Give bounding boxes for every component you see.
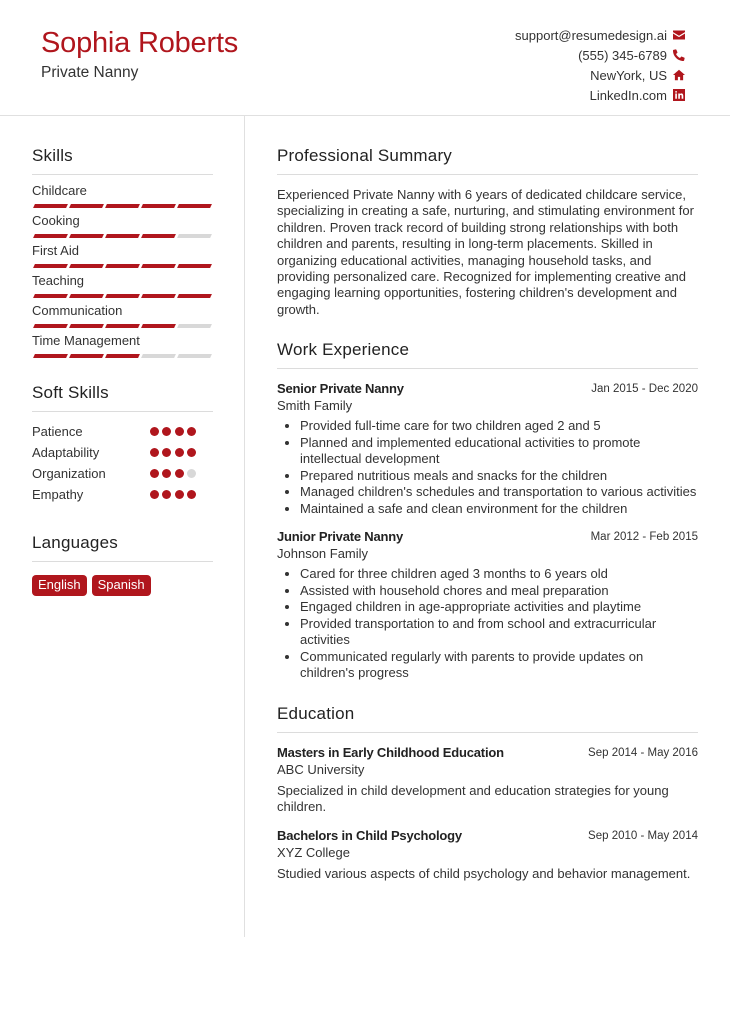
contact-location bbox=[515, 65, 685, 85]
envelope-icon bbox=[673, 29, 685, 41]
degree-title: Bachelors in Child Psychology bbox=[277, 827, 462, 843]
bullet-item: • Maintained a safe and clean environment for the children bbox=[300, 501, 698, 518]
column-divider bbox=[244, 116, 245, 937]
job-bullets bbox=[277, 418, 698, 517]
section-title-experience: Work Experience bbox=[277, 340, 698, 369]
skill-item bbox=[32, 333, 213, 363]
phone-icon bbox=[673, 49, 685, 61]
candidate-role: Private Nanny bbox=[41, 64, 139, 81]
degree-description: Specialized in child development and education strategies for young children. bbox=[277, 782, 669, 815]
bullet-item: • Communicated regularly with parents to provide updates on children's progress bbox=[300, 649, 698, 682]
job-dates: Mar 2012 - Feb 2015 bbox=[590, 531, 698, 544]
linkedin-icon bbox=[673, 89, 685, 101]
skill-level-bar bbox=[34, 354, 213, 358]
bullet-item: • Planned and implemented educational activities to promote intellectual development bbox=[300, 435, 698, 468]
skill-item bbox=[32, 243, 213, 273]
contact-linkedin-text: LinkedIn.com bbox=[589, 87, 667, 103]
summary-section bbox=[277, 146, 698, 318]
soft-skills-list bbox=[32, 421, 213, 505]
contact-list bbox=[515, 25, 685, 105]
contact-phone[interactable] bbox=[515, 45, 685, 65]
skill-name: Childcare bbox=[32, 183, 87, 198]
languages-section bbox=[32, 533, 213, 596]
skill-item bbox=[32, 303, 213, 333]
degree-title: Masters in Early Childhood Education bbox=[277, 744, 504, 760]
skills-section bbox=[32, 146, 213, 363]
language-list bbox=[32, 575, 213, 596]
degree-dates: Sep 2010 - May 2014 bbox=[588, 829, 698, 842]
soft-skill-name: Organization bbox=[32, 466, 106, 481]
contact-email-text: support@resumedesign.ai bbox=[515, 27, 667, 43]
soft-skill-rating bbox=[150, 448, 196, 457]
skill-level-bar bbox=[34, 204, 213, 208]
soft-skill-item bbox=[32, 442, 213, 463]
left-column bbox=[32, 146, 213, 596]
soft-skill-item bbox=[32, 463, 213, 484]
soft-skill-item bbox=[32, 421, 213, 442]
resume-header bbox=[0, 0, 730, 116]
contact-location-text: NewYork, US bbox=[590, 67, 667, 83]
job-title: Junior Private Nanny bbox=[277, 529, 404, 545]
experience-section bbox=[277, 340, 698, 682]
job-employer: Johnson Family bbox=[277, 546, 369, 562]
bullet-item: • Cared for three children aged 3 months to 6 years old bbox=[300, 566, 698, 583]
degree-description: Studied various aspects of child psychology and behavior management. bbox=[277, 865, 691, 881]
skill-level-bar bbox=[34, 264, 213, 268]
school-name: ABC University bbox=[277, 761, 365, 777]
section-title-skills: Skills bbox=[32, 146, 213, 175]
bullet-item: • Assisted with household chores and meal preparation bbox=[300, 583, 698, 600]
skill-level-bar bbox=[34, 294, 213, 298]
soft-skill-name: Patience bbox=[32, 424, 83, 439]
skill-name: First Aid bbox=[32, 243, 79, 258]
skill-item bbox=[32, 183, 213, 213]
skill-level-bar bbox=[34, 234, 213, 238]
skill-name: Communication bbox=[32, 303, 123, 318]
school-name: XYZ College bbox=[277, 844, 350, 860]
section-title-summary: Professional Summary bbox=[277, 146, 698, 175]
bullet-item: • Managed children's schedules and transportation to various activities bbox=[300, 484, 698, 501]
soft-skill-rating bbox=[150, 469, 196, 478]
soft-skill-item bbox=[32, 484, 213, 505]
contact-linkedin[interactable] bbox=[515, 85, 685, 105]
experience-entry bbox=[277, 381, 698, 517]
skills-list bbox=[32, 183, 213, 363]
section-title-soft-skills: Soft Skills bbox=[32, 383, 213, 412]
candidate-name: Sophia Roberts bbox=[41, 27, 239, 59]
education-entry bbox=[277, 828, 698, 882]
skill-name: Teaching bbox=[32, 273, 85, 288]
language-badge: Spanish bbox=[92, 575, 151, 596]
soft-skill-name: Empathy bbox=[32, 487, 84, 502]
job-employer: Smith Family bbox=[277, 398, 353, 414]
skill-level-bar bbox=[34, 324, 213, 328]
right-column bbox=[277, 146, 698, 882]
skill-name: Time Management bbox=[32, 333, 140, 348]
language-badge: English bbox=[32, 575, 87, 596]
soft-skill-rating bbox=[150, 490, 196, 499]
skill-item bbox=[32, 273, 213, 303]
job-title: Senior Private Nanny bbox=[277, 381, 404, 397]
skill-item bbox=[32, 213, 213, 243]
soft-skills-section bbox=[32, 383, 213, 505]
bullet-item: • Engaged children in age-appropriate activities and playtime bbox=[300, 599, 698, 616]
bullet-item: • Provided full-time care for two children aged 2 and 5 bbox=[300, 418, 698, 435]
contact-phone-text: (555) 345-6789 bbox=[578, 47, 667, 63]
contact-email[interactable] bbox=[515, 25, 685, 45]
section-title-languages: Languages bbox=[32, 533, 213, 562]
home-icon bbox=[673, 69, 685, 81]
section-title-education: Education bbox=[277, 704, 698, 733]
soft-skill-name: Adaptability bbox=[32, 445, 100, 460]
summary-text: Experienced Private Nanny with 6 years of dedicated childcare service, specializing in creating a safe, nurturing, and stimulating environment for children. Proven track record of building strong relationships with both children and parents, resulting in long-term placements. Skilled in organizing educational activities, managing household tasks, and providing personalized care. Recognized for implementing creative and engaging learning opportunities, fostering children's development and growth. bbox=[277, 187, 694, 317]
job-dates: Jan 2015 - Dec 2020 bbox=[591, 383, 698, 396]
bullet-item: • Provided transportation to and from school and extracurricular activities bbox=[300, 616, 698, 649]
job-bullets bbox=[277, 566, 698, 682]
education-entry bbox=[277, 745, 698, 816]
skill-name: Cooking bbox=[32, 213, 80, 228]
bullet-item: • Prepared nutritious meals and snacks for the children bbox=[300, 468, 698, 485]
education-section bbox=[277, 704, 698, 882]
degree-dates: Sep 2014 - May 2016 bbox=[588, 746, 698, 759]
experience-entry bbox=[277, 529, 698, 682]
soft-skill-rating bbox=[150, 427, 196, 436]
